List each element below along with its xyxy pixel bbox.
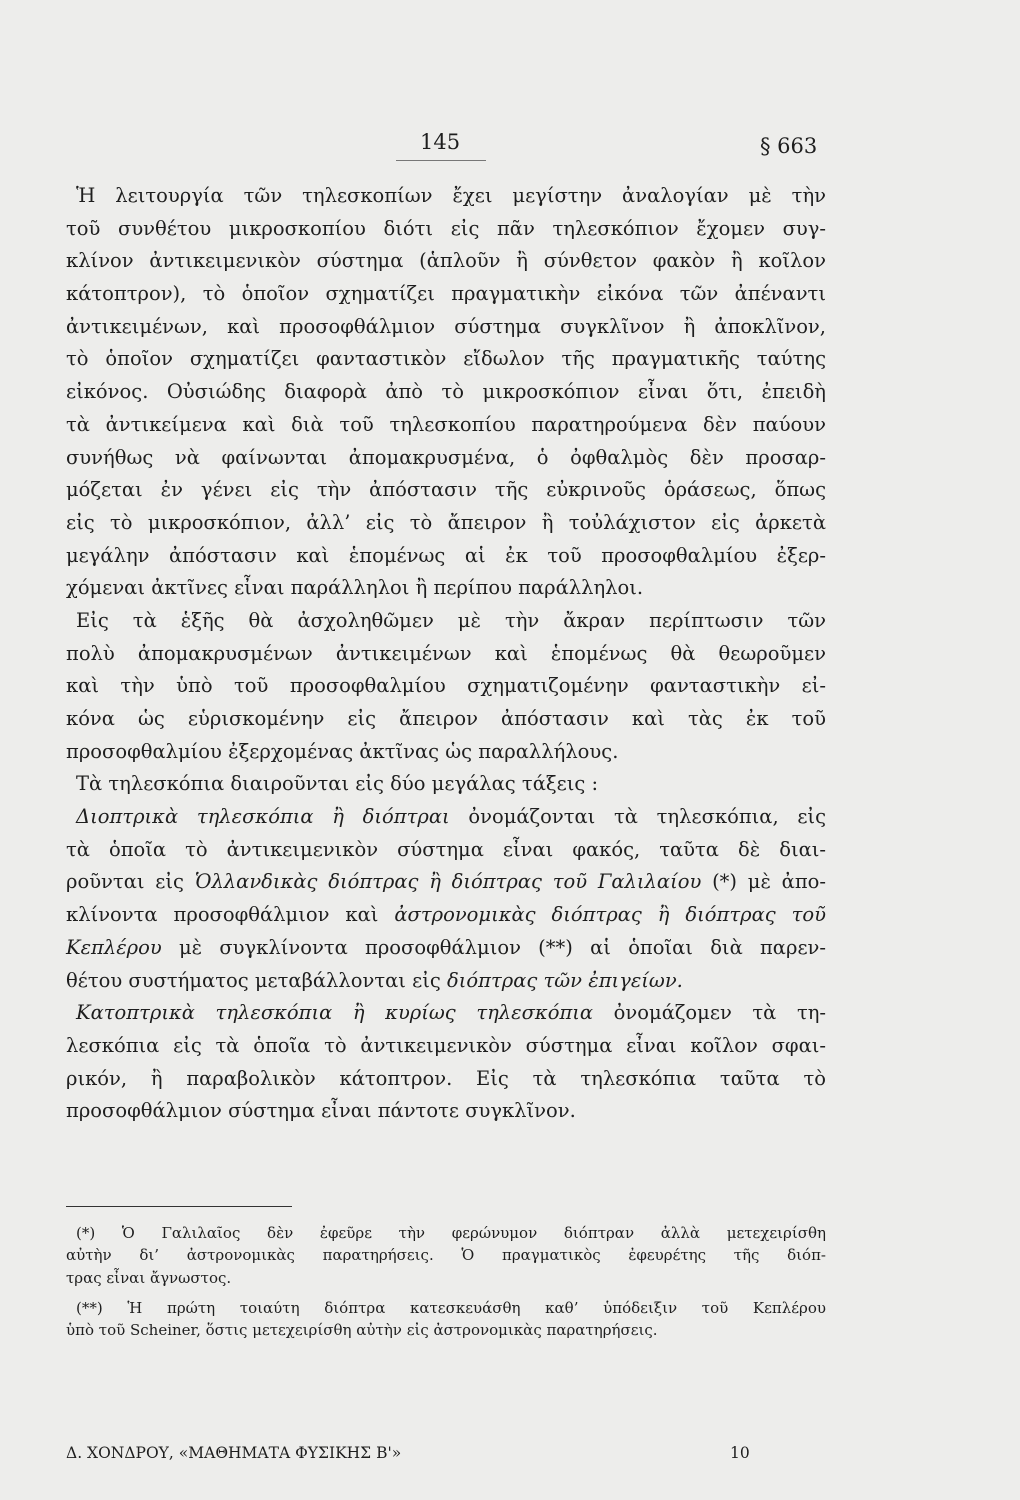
text-line: τὰ ἀντικείμενα καὶ διὰ τοῦ τηλεσκοπίου παρατηρούμενα δὲν παύουν xyxy=(66,412,826,436)
sheet-number: 10 xyxy=(730,1444,750,1462)
text-line: Τὰ τηλεσκόπια διαιροῦνται εἰς δύο μεγάλας τάξεις : xyxy=(76,772,599,796)
text-line: μεγάλην ἀπόστασιν καὶ ἑπομένως αἱ ἐκ τοῦ προσοφθαλμίου ἐξερ- xyxy=(66,543,826,567)
paragraph-telescope-function xyxy=(66,180,826,605)
italic-term: ἀστρονομικὰς διόπτρας ἢ διόπτρας τοῦ xyxy=(394,903,827,927)
text-line: κάτοπτρον), τὸ ὁποῖον σχηματίζει πραγματικὴν εἰκόνα τῶν ἀπέναντι xyxy=(66,282,826,306)
text-line: καὶ τὴν ὑπὸ τοῦ προσοφθαλμίου σχηματιζομένην φανταστικὴν εἰ- xyxy=(66,674,826,698)
text-line: θέτου συστήματος μεταβάλλονται εἰς διόπτρας τῶν ἐπιγείων. xyxy=(66,968,683,992)
text-line: Εἰς τὰ ἑξῆς θὰ ἀσχοληθῶμεν μὲ τὴν ἄκραν περίπτωσιν τῶν xyxy=(76,608,826,632)
text-line: πολὺ ἀπομακρυσμένων ἀντικειμένων καὶ ἑπομένως θὰ θεωροῦμεν xyxy=(66,641,826,665)
text-line: Διοπτρικὰ τηλεσκόπια ἢ διόπτραι ὀνομάζονται τὰ τηλεσκόπια, εἰς xyxy=(76,805,827,829)
italic-term: Κεπλέρου xyxy=(66,935,162,959)
text-line: συνήθως νὰ φαίνωνται ἀπομακρυσμένα, ὁ ὀφθαλμὸς δὲν προσαρ- xyxy=(66,445,826,469)
text-line: Ἡ λειτουργία τῶν τηλεσκοπίων ἔχει μεγίστην ἀναλογίαν μὲ τὴν xyxy=(76,184,826,207)
footnotes xyxy=(66,1222,826,1341)
text-line: μόζεται ἐν γένει εἰς τὴν ἀπόστασιν τῆς εὐκρινοῦς ὁράσεως, ὅπως xyxy=(66,478,826,502)
text-line: λεσκόπια εἰς τὰ ὁποῖα τὸ ἀντικειμενικὸν σύστημα εἶναι κοῖλον σφαι- xyxy=(66,1033,826,1057)
footnote-line: (*) Ὁ Γαλιλαῖος δὲν ἐφεῦρε τὴν φερώνυμον διόπτραν ἀλλὰ μετεχειρίσθη xyxy=(76,1224,826,1242)
body-text xyxy=(66,180,826,1128)
footnote-galileo xyxy=(66,1222,826,1289)
text-line: χόμεναι ἀκτῖνες εἶναι παράλληλοι ἢ περίπου παράλληλοι. xyxy=(66,576,644,600)
text-line: τοῦ συνθέτου μικροσκοπίου διότι εἰς πᾶν τηλεσκόπιον ἔχομεν συγ- xyxy=(66,216,826,240)
text-line: Κατοπτρικὰ τηλεσκόπια ἢ κυρίως τηλεσκόπια ὀνομάζομεν τὰ τη- xyxy=(76,1001,826,1025)
sheet-footer xyxy=(66,1440,826,1466)
text-line: προσοφθαλμίου ἐξερχομένας ἀκτῖνας ὡς παραλλήλους. xyxy=(66,739,619,763)
paragraph-two-classes xyxy=(66,768,826,801)
page-number: 145 xyxy=(420,130,461,154)
text-line: Κεπλέρου μὲ συγκλίνοντα προσοφθάλμιον (**) αἱ ὁποῖαι διὰ παρεν- xyxy=(66,935,826,959)
paragraph-reflecting-telescopes xyxy=(66,997,826,1128)
text-line: κλίνον ἀντικειμενικὸν σύστημα (ἁπλοῦν ἢ σύνθετον φακὸν ἢ κοῖλον xyxy=(66,249,826,273)
italic-term: Ὁλλανδικὰς διόπτρας ἢ διόπτρας τοῦ Γαλιλαίου xyxy=(194,870,702,894)
italic-term: Κατοπτρικὰ τηλεσκόπια ἢ κυρίως τηλεσκόπια xyxy=(76,1001,594,1025)
footnote-line: ὑπὸ τοῦ Scheiner, ὅστις μετεχειρίσθη αὐτὴν εἰς ἀστρονομικὰς παρατηρήσεις. xyxy=(66,1321,658,1340)
italic-term: διόπτρας τῶν ἐπιγείων. xyxy=(447,968,683,992)
signature-mark: Δ. ΧΟΝΔΡΟΥ, «ΜΑΘΗΜΑΤΑ ΦΥΣΙΚΗΣ Β'» xyxy=(66,1444,402,1462)
footnote-spacer xyxy=(66,1289,826,1297)
footnote-line: (**) Ἡ πρώτη τοιαύτη διόπτρα κατεσκευάσθη καθ’ ὑπόδειξιν τοῦ Κεπλέρου xyxy=(76,1298,826,1317)
footnote-divider xyxy=(66,1206,292,1207)
paragraph-distant-objects xyxy=(66,605,826,768)
italic-term: Διοπτρικὰ τηλεσκόπια ἢ διόπτραι xyxy=(76,805,450,829)
text-line: ἀντικειμένων, καὶ προσοφθάλμιον σύστημα συγκλῖνον ἢ ἀποκλῖνον, xyxy=(66,314,826,338)
text-line: ρικόν, ἢ παραβολικὸν κάτοπτρον. Εἰς τὰ τηλεσκόπια ταῦτα τὸ xyxy=(66,1066,826,1090)
footnote-scheiner xyxy=(66,1297,826,1342)
text-line: εἰκόνος. Οὐσιώδης διαφορὰ ἀπὸ τὸ μικροσκόπιον εἶναι ὅτι, ἐπειδὴ xyxy=(66,380,826,404)
text-line: κόνα ὡς εὑρισκομένην εἰς ἄπειρον ἀπόστασιν καὶ τὰς ἐκ τοῦ xyxy=(66,707,826,730)
text-line: τὰ ὁποῖα τὸ ἀντικειμενικὸν σύστημα εἶναι φακός, ταῦτα δὲ διαι- xyxy=(66,837,826,861)
running-header xyxy=(0,130,1020,166)
text-line: ροῦνται εἰς Ὁλλανδικὰς διόπτρας ἢ διόπτρας τοῦ Γαλιλαίου (*) μὲ ἀπο- xyxy=(66,870,826,894)
section-number: § 663 xyxy=(760,134,818,158)
footnote-line: τρας εἶναι ἄγνωστος. xyxy=(66,1268,232,1287)
text-line: κλίνοντα προσοφθάλμιον καὶ ἀστρονομικὰς διόπτρας ἢ διόπτρας τοῦ xyxy=(66,903,827,927)
footnote-line: αὐτὴν δι’ ἀστρονομικὰς παρατηρήσεις. Ὁ πραγματικὸς ἐφευρέτης τῆς διόπ- xyxy=(66,1246,826,1265)
text-line: προσοφθάλμιον σύστημα εἶναι πάντοτε συγκλῖνον. xyxy=(66,1099,576,1123)
text-line: εἰς τὸ μικροσκόπιον, ἀλλ’ εἰς τὸ ἄπειρον ἢ τοὐλάχιστον εἰς ἀρκετὰ xyxy=(66,510,826,534)
text-line: τὸ ὁποῖον σχηματίζει φανταστικὸν εἴδωλον τῆς πραγματικῆς ταύτης xyxy=(66,347,826,371)
paragraph-refracting-telescopes xyxy=(66,801,826,997)
page-number-rule xyxy=(396,160,486,161)
